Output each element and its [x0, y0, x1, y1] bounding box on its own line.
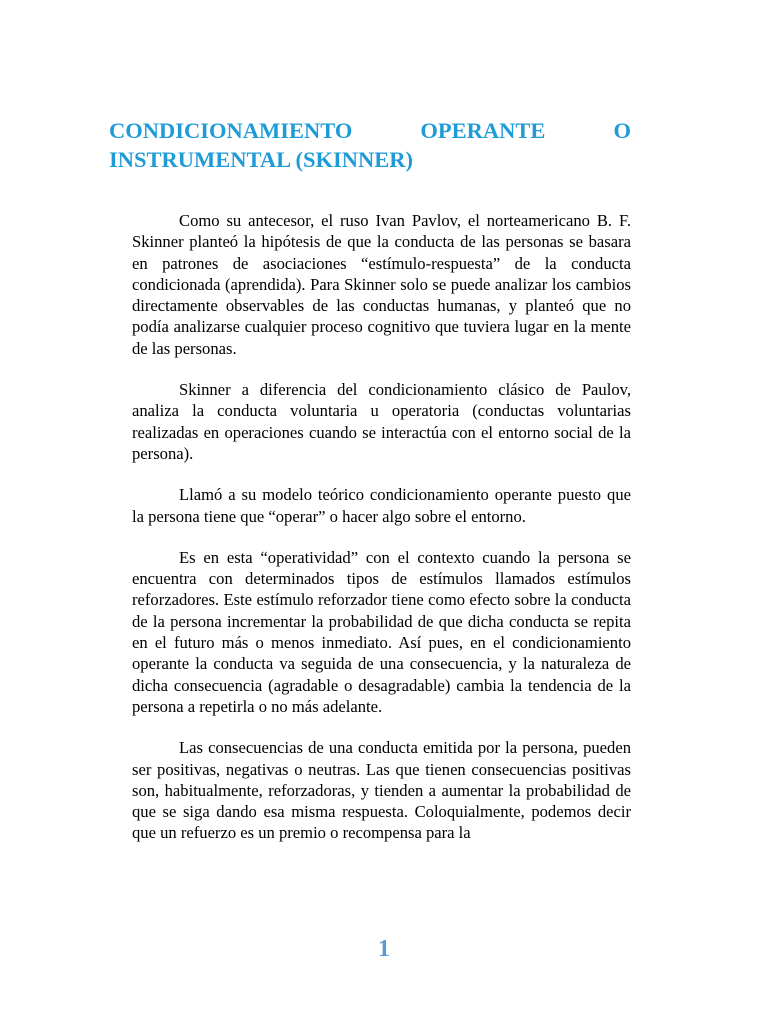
paragraph-4: Es en esta “operatividad” con el contexto cuando la persona se encuentra con determinados tipos de estímulos llamados estímulos reforzadores. Este estímulo reforzador tiene como efecto sobre la conducta de la persona incrementar la probabilidad de que dicha conducta se repita en el futuro más o menos inmediato. Así pues, en el condicionamiento operante la conducta va seguida de una consecuencia, y la naturaleza de dicha consecuencia (agradable o desagradable) cambia la tendencia de la persona a repetirla o no más adelante.	[132, 547, 631, 716]
paragraph-2: Skinner a diferencia del condicionamiento clásico de Paulov, analiza la conducta voluntaria u operatoria (conductas voluntarias realizadas en operaciones cuando se interactúa con el entorno social de la persona).	[132, 380, 631, 463]
paragraph-3: Llamó a su modelo teórico condicionamiento operante puesto que la persona tiene que “operar” o hacer algo sobre el entorno.	[132, 485, 631, 526]
document-title	[109, 116, 631, 174]
title-line-1: CONDICIONAMIENTO OPERANTE O	[109, 118, 631, 143]
document-body	[132, 210, 631, 864]
paragraph-5: Las consecuencias de una conducta emitida por la persona, pueden ser positivas, negativas o neutras. Las que tienen consecuencias positivas son, habitualmente, reforzadoras, y tienden a aumentar la probabilidad de que se siga dando esa misma respuesta. Coloquialmente, podemos decir que un refuerzo es un premio o recompensa para la	[132, 738, 631, 843]
page-number: 1	[378, 936, 390, 962]
paragraph-1: Como su antecesor, el ruso Ivan Pavlov, el norteamericano B. F. Skinner planteó la hipótesis de que la conducta de las personas se basara en patrones de asociaciones “estímulo-respuesta” de la conducta condicionada (aprendida). Para Skinner solo se puede analizar los cambios directamente observables de las conductas humanas, y planteó que no podía analizarse cualquier proceso cognitivo que tuviera lugar en la mente de las personas.	[132, 211, 631, 358]
title-line-2: INSTRUMENTAL (SKINNER)	[109, 147, 414, 172]
